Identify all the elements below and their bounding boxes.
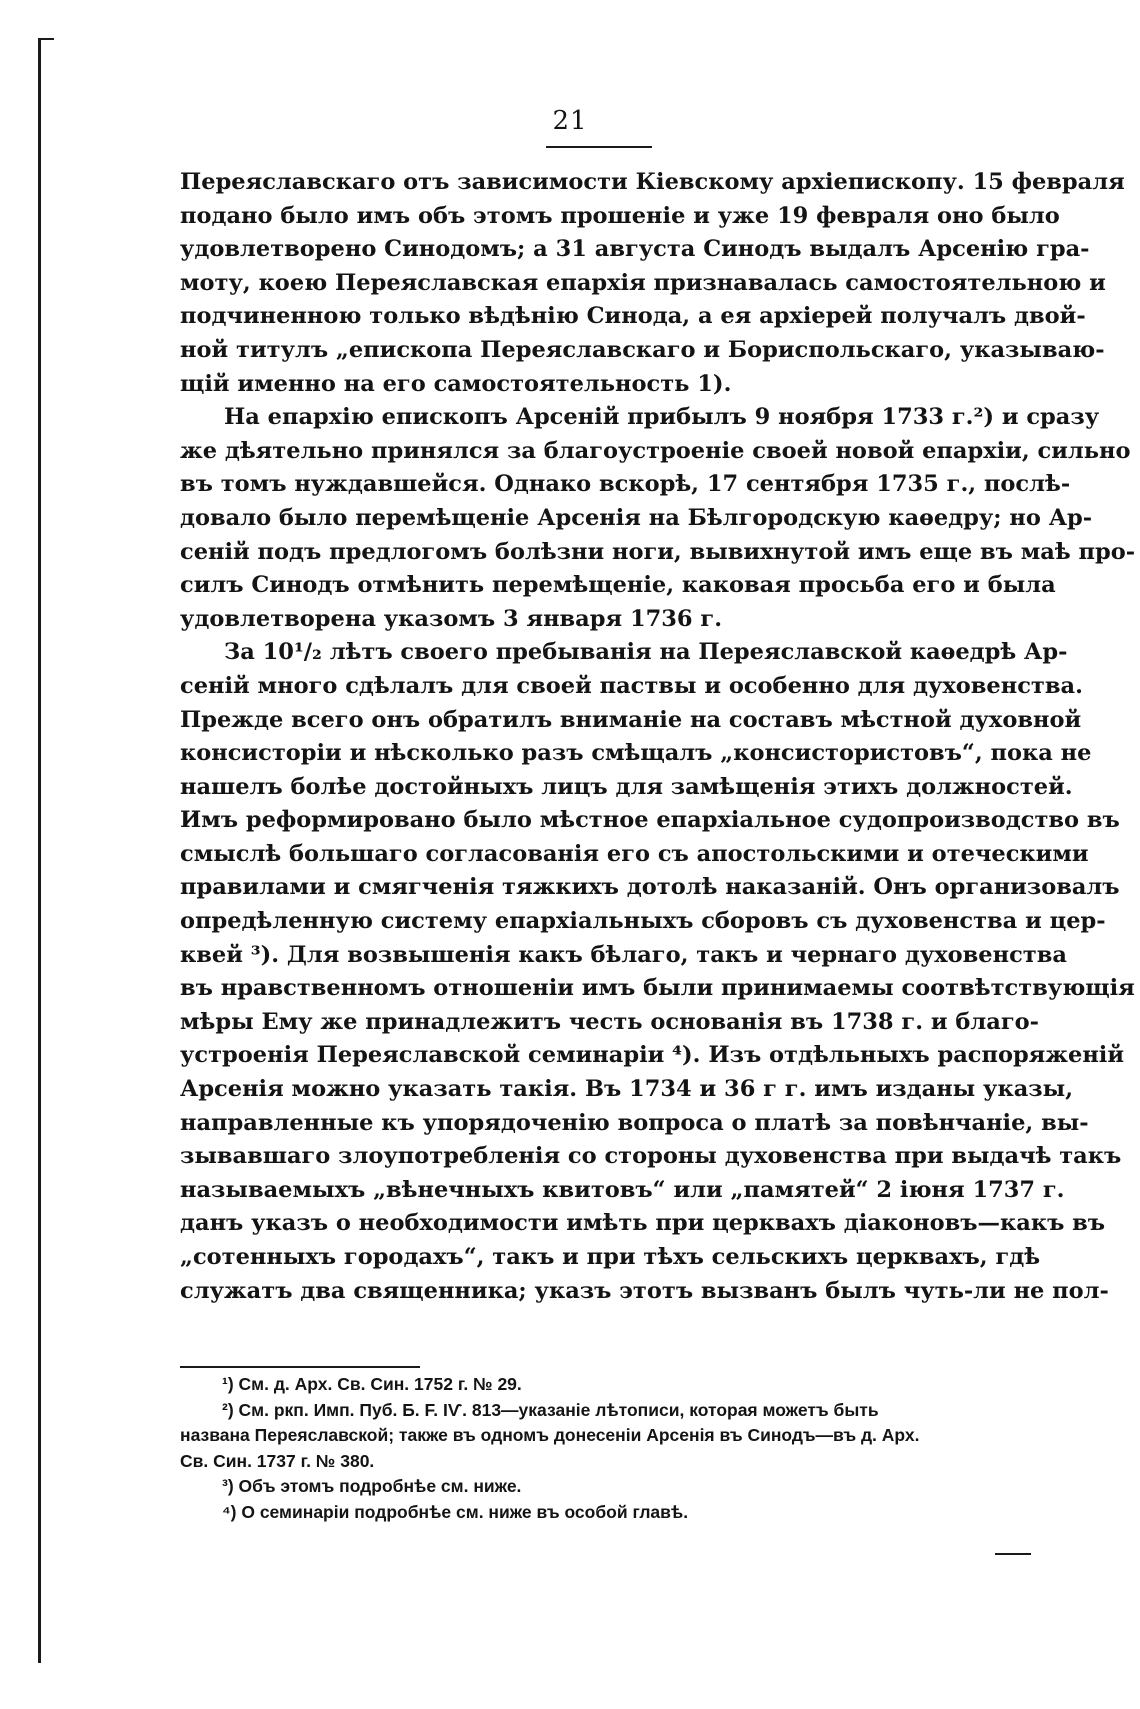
page-edge-rule bbox=[38, 38, 41, 1663]
text-line: силъ Синодъ отмѣнить перемѣщеніе, каковая просьба его и была bbox=[180, 572, 1056, 599]
text-line: называемыхъ „вѣнечныхъ квитовъ“ или „памятей“ 2 іюня 1737 г. bbox=[180, 1176, 1065, 1203]
text-line: щій именно на его самостоятельность 1). bbox=[180, 370, 732, 397]
text-line: служатъ два священника; указъ этотъ вызванъ былъ чуть-ли не пол- bbox=[180, 1277, 1109, 1304]
main-text bbox=[180, 166, 1136, 1308]
footnotes bbox=[180, 1372, 1016, 1525]
footnote-line: ¹) См. д. Арх. Св. Син. 1752 г. № 29. bbox=[222, 1374, 522, 1394]
text-line: Имъ реформировано было мѣстное епархіальное судопроизводство въ bbox=[180, 807, 1120, 834]
footnote-line: ²) См. ркп. Имп. Пуб. Б. F. IѴ. 813—указаніе лѣтописи, которая можетъ быть bbox=[222, 1399, 879, 1420]
page-end-mark bbox=[995, 1553, 1031, 1555]
footnote-line: названа Переяславской; также въ одномъ донесеніи Арсенія въ Синодъ—въ д. Арх. bbox=[180, 1425, 920, 1445]
text-line: ной титулъ „епископа Переяславскаго и Бориспольскаго, указываю- bbox=[180, 336, 1105, 363]
text-line: опредѣленную систему епархіальныхъ сборовъ съ духовенства и цер- bbox=[180, 908, 1106, 935]
text-line: „сотенныхъ городахъ“, такъ и при тѣхъ сельскихъ церквахъ, гдѣ bbox=[180, 1244, 1041, 1270]
text-line: мѣры Ему же принадлежитъ честь основанія въ 1738 г. и благо- bbox=[180, 1008, 1039, 1035]
text-line: въ томъ нуждавшейся. Однако вскорѣ, 17 сентября 1735 г., послѣ- bbox=[180, 471, 1071, 498]
text-line: За 10¹/₂ лѣтъ своего пребыванія на Переяславской каѳедрѣ Ар- bbox=[224, 639, 1068, 666]
text-line: сеній много сдѣлалъ для своей паствы и особенно для духовенства. bbox=[180, 672, 1083, 699]
text-line: удовлетворено Синодомъ; а 31 августа Синодъ выдалъ Арсенію гра- bbox=[180, 236, 1090, 263]
footnote-separator bbox=[180, 1366, 420, 1368]
text-line: же дѣятельно принялся за благоустроеніе своей новой епархіи, сильно bbox=[180, 437, 1131, 464]
text-line: Прежде всего онъ обратилъ вниманіе на составъ мѣстной духовной bbox=[180, 706, 1082, 733]
footnote-line: ⁴) О семинаріи подробнѣе см. ниже въ особой главѣ. bbox=[222, 1501, 689, 1522]
text-line: моту, коею Переяславская епархія признавалась самостоятельною и bbox=[180, 269, 1106, 296]
text-line: удовлетворена указомъ 3 января 1736 г. bbox=[180, 605, 723, 632]
page-edge-rule-top bbox=[38, 38, 54, 40]
text-line: правилами и смягченія тяжкихъ дотолѣ наказаній. Онъ организовалъ bbox=[180, 874, 1120, 901]
text-line: консисторіи и нѣсколько разъ смѣщалъ „консистористовъ“, пока не bbox=[180, 740, 1092, 767]
text-line: зывавшаго злоупотребленія со стороны духовенства при выдачѣ такъ bbox=[180, 1143, 1122, 1170]
text-line: данъ указъ о необходимости имѣть при церквахъ діаконовъ—какъ въ bbox=[180, 1210, 1106, 1237]
footnote-line: ³) Объ этомъ подробнѣе см. ниже. bbox=[222, 1476, 522, 1496]
page-number-rule bbox=[546, 146, 652, 148]
footnote-line: Св. Син. 1737 г. № 380. bbox=[180, 1450, 375, 1471]
text-line: устроенія Переяславской семинаріи ⁴). Изъ отдѣльныхъ распоряженій bbox=[180, 1042, 1125, 1069]
text-line: Арсенія можно указать такія. Въ 1734 и 36 г г. имъ изданы указы, bbox=[180, 1076, 1074, 1103]
text-line: довало было перемѣщеніе Арсенія на Бѣлгородскую каѳедру; но Ар- bbox=[180, 504, 1093, 531]
page-number: 21 bbox=[552, 106, 588, 136]
text-line: нашелъ болѣе достойныхъ лицъ для замѣщенія этихъ должностей. bbox=[180, 773, 1073, 800]
text-line: подано было имъ объ этомъ прошеніе и уже 19 февраля оно было bbox=[180, 202, 1060, 229]
text-line: На епархію епископъ Арсеній прибылъ 9 ноября 1733 г.²) и сразу bbox=[224, 404, 1100, 431]
text-line: въ нравственномъ отношеніи имъ были принимаемы соотвѣтствующія bbox=[180, 975, 1135, 1002]
text-line: смыслѣ большаго согласованія его съ апостольскими и отеческими bbox=[180, 840, 1089, 867]
text-line: направленные къ упорядоченію вопроса о платѣ за повѣнчаніе, вы- bbox=[180, 1109, 1089, 1136]
text-line: Переяславскаго отъ зависимости Кіевскому архіепископу. 15 февраля bbox=[180, 169, 1125, 195]
text-line: подчиненною только вѣдѣнію Синода, а ея архіерей получалъ двой- bbox=[180, 303, 1086, 330]
text-line: сеній подъ предлогомъ болѣзни ноги, вывихнутой имъ еще въ маѣ про- bbox=[180, 538, 1136, 565]
text-line: квей ³). Для возвышенія какъ бѣлаго, такъ и чернаго духовенства bbox=[180, 941, 1067, 968]
